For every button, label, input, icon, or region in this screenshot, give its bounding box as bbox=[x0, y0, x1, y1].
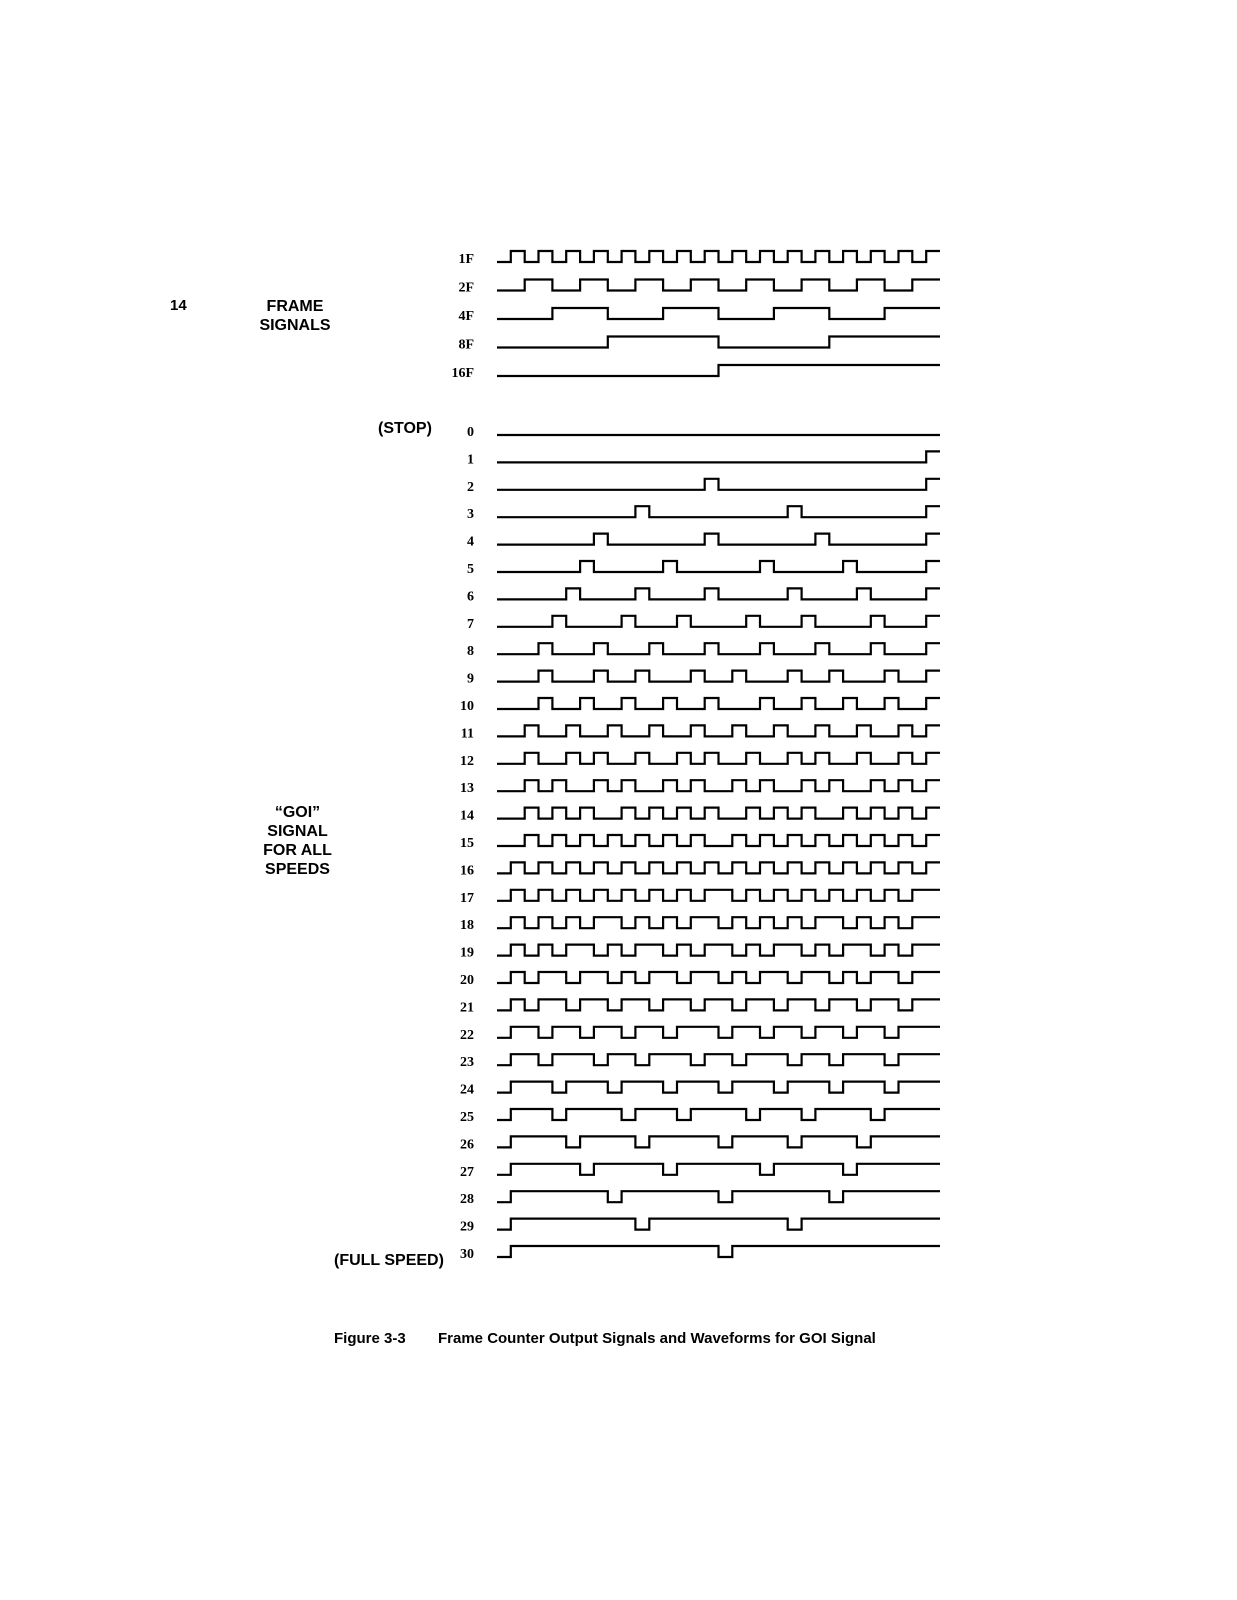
goi-speed-29-waveform bbox=[497, 1219, 940, 1230]
goi-speed-8-label: 8 bbox=[467, 644, 474, 660]
figure-caption-text: Frame Counter Output Signals and Waveforms for GOI Signal bbox=[438, 1330, 876, 1347]
goi-speed-6-waveform bbox=[497, 588, 940, 599]
goi-speed-4-label: 4 bbox=[467, 534, 474, 550]
page-number: 14 bbox=[170, 297, 187, 314]
goi-speed-2-waveform bbox=[497, 479, 940, 490]
figure-caption bbox=[334, 1330, 876, 1347]
goi-speed-21-label: 21 bbox=[460, 1000, 474, 1016]
goi-speed-28-waveform bbox=[497, 1191, 940, 1202]
goi-speed-9-label: 9 bbox=[467, 671, 474, 687]
goi-speed-11-waveform bbox=[497, 725, 940, 736]
goi-speed-8-waveform bbox=[497, 643, 940, 654]
goi-speed-20-label: 20 bbox=[460, 973, 474, 988]
goi-speed-27-label: 27 bbox=[460, 1164, 474, 1180]
frame-signal-16f-waveform bbox=[497, 365, 940, 376]
goi-speed-22-label: 22 bbox=[460, 1027, 474, 1043]
frame-signal-4f-waveform bbox=[497, 308, 940, 319]
goi-speed-22-waveform bbox=[497, 1027, 940, 1038]
goi-speed-2-label: 2 bbox=[467, 479, 474, 495]
goi-heading-line1: “GOI” bbox=[274, 804, 321, 821]
frame-signal-2f-waveform bbox=[497, 280, 940, 291]
goi-speed-1-label: 1 bbox=[467, 452, 474, 468]
goi-speed-10-label: 10 bbox=[460, 699, 474, 714]
goi-speed-15-label: 15 bbox=[460, 836, 474, 851]
goi-speed-23-label: 23 bbox=[460, 1055, 474, 1071]
goi-heading-line2: SIGNAL bbox=[267, 823, 328, 840]
goi-heading-line3: FOR ALL bbox=[263, 842, 332, 859]
goi-speed-26-label: 26 bbox=[460, 1137, 474, 1153]
goi-speed-18-waveform bbox=[497, 917, 940, 928]
goi-speed-16-label: 16 bbox=[460, 863, 474, 879]
goi-speed-16-waveform bbox=[497, 862, 940, 873]
goi-speed-27-waveform bbox=[497, 1164, 940, 1175]
frame-signal-8f-waveform bbox=[497, 337, 940, 348]
goi-speed-12-label: 12 bbox=[460, 753, 474, 769]
goi-speed-18-label: 18 bbox=[460, 918, 474, 934]
goi-speed-1-waveform bbox=[497, 451, 940, 462]
goi-speed-28-label: 28 bbox=[460, 1192, 474, 1208]
frame-signal-4f-label: 4F bbox=[458, 309, 474, 324]
goi-speed-29-label: 29 bbox=[460, 1219, 474, 1235]
goi-speed-0-label: 0 bbox=[467, 425, 474, 440]
goi-speed-6-label: 6 bbox=[467, 589, 474, 605]
goi-speed-17-waveform bbox=[497, 890, 940, 901]
frame-heading-line1: FRAME bbox=[266, 298, 324, 315]
goi-speed-21-waveform bbox=[497, 999, 940, 1010]
goi-speed-26-waveform bbox=[497, 1136, 940, 1147]
frame-heading-line2: SIGNALS bbox=[259, 317, 331, 334]
goi-speed-13-waveform bbox=[497, 780, 940, 791]
goi-speed-12-waveform bbox=[497, 753, 940, 764]
frame-signal-16f-label: 16F bbox=[451, 366, 474, 381]
goi-speed-14-label: 14 bbox=[460, 808, 474, 824]
frame-signal-2f-label: 2F bbox=[458, 280, 474, 296]
goi-speed-11-label: 11 bbox=[460, 726, 474, 742]
goi-speed-3-waveform bbox=[497, 506, 940, 517]
goi-speed-20-waveform bbox=[497, 972, 940, 983]
goi-speed-25-waveform bbox=[497, 1109, 940, 1120]
goi-speed-7-label: 7 bbox=[467, 616, 474, 632]
frame-signal-8f-label: 8F bbox=[458, 337, 474, 353]
goi-speed-17-label: 17 bbox=[460, 890, 474, 906]
stop-label: (STOP) bbox=[378, 420, 432, 437]
goi-speed-25-label: 25 bbox=[460, 1110, 474, 1125]
goi-speed-15-waveform bbox=[497, 835, 940, 846]
frame-signal-1f-label: 1F bbox=[458, 252, 474, 267]
goi-speed-23-waveform bbox=[497, 1054, 940, 1065]
goi-speed-13-label: 13 bbox=[460, 781, 474, 797]
goi-speed-10-waveform bbox=[497, 698, 940, 709]
goi-speed-7-waveform bbox=[497, 616, 940, 627]
goi-heading-line4: SPEEDS bbox=[265, 861, 330, 878]
goi-speed-5-label: 5 bbox=[467, 562, 474, 577]
full-speed-label: (FULL SPEED) bbox=[334, 1252, 444, 1269]
goi-speed-5-waveform bbox=[497, 561, 940, 572]
goi-speed-9-waveform bbox=[497, 671, 940, 682]
goi-speed-24-label: 24 bbox=[460, 1082, 474, 1098]
goi-speed-4-waveform bbox=[497, 534, 940, 545]
goi-speed-14-waveform bbox=[497, 808, 940, 819]
goi-speed-24-waveform bbox=[497, 1082, 940, 1093]
goi-speed-3-label: 3 bbox=[467, 507, 474, 523]
goi-speed-19-waveform bbox=[497, 945, 940, 956]
goi-speed-30-waveform bbox=[497, 1246, 940, 1257]
goi-speed-19-label: 19 bbox=[460, 945, 474, 961]
goi-speed-30-label: 30 bbox=[460, 1247, 474, 1262]
figure-number: Figure 3-3 bbox=[334, 1330, 406, 1347]
frame-signal-1f-waveform bbox=[497, 251, 940, 262]
